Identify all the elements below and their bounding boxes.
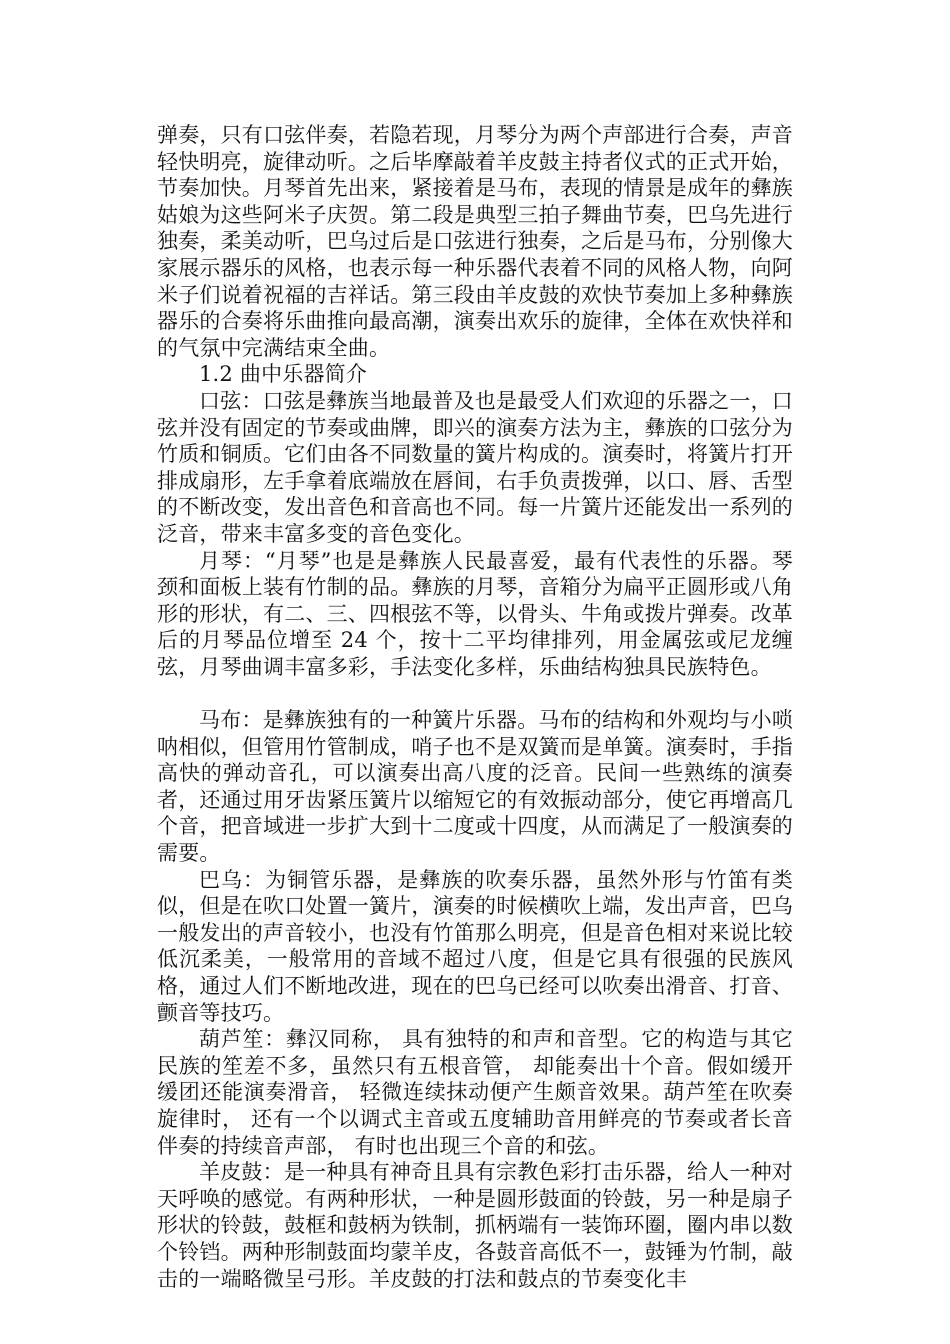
paragraph-hulusheng: 葫芦笙：彝汉同称， 具有独特的和声和音型。它的构造与其它民族的笙差不多，虽然只有五根音管， 却能奏出十个音。假如缓开缓团还能演奏滑音， 轻微连续抹动便产生颇音效果。葫芦笙在吹奏旋律时， 还有一个以调式主音或五度辅助音用鲜亮的节奏或者长音伴奏的持续音声部， 有时也出现三个音的和弦。: [157, 1027, 793, 1158]
paragraph-bawu: 巴乌：为铜管乐器，是彝族的吹奏乐器，虽然外形与竹笛有类似，但是在吹口处置一簧片，演奏的时候横吹上端，发出声音，巴乌一般发出的声音较小，也没有竹笛那么明亮，但是音色相对来说比较低沉柔美，一般常用的音域不超过八度，但是它具有很强的民族风格，通过人们不断地改进，现在的巴乌已经可以吹奏出滑音、打音、颤音等技巧。: [157, 867, 793, 1025]
paragraph-kouxian: 口弦：口弦是彝族当地最普及也是最受人们欢迎的乐器之一，口弦并没有固定的节奏或曲牌，即兴的演奏方法为主，彝族的口弦分为竹质和铜质。它们由各不同数量的簧片构成的。演奏时，将簧片打开排成扇形，左手拿着底端放在唇间，右手负责拨弹，以口、唇、舌型的不断改变，发出音色和音高也不同。每一片簧片还能发出一系列的泛音，带来丰富多变的音色变化。: [157, 388, 793, 546]
paragraph-yueqin: 月琴：“月琴”也是是彝族人民最喜爱，最有代表性的乐器。琴颈和面板上装有竹制的品。彝族的月琴，音箱分为扁平正圆形或八角形的形状，有二、三、四根弦不等，以骨头、牛角或拨片弹奏。改革后的月琴品位增至 24 个，按十二平均律排列，用金属弦或尼龙缠弦，月琴曲调丰富多彩，手法变化多样，乐曲结构独具民族特色。: [157, 548, 793, 679]
blank-line: [157, 680, 793, 707]
paragraph-mabu: 马布：是彝族独有的一种簧片乐器。马布的结构和外观均与小唢呐相似，但管用竹管制成，哨子也不是双簧而是单簧。演奏时，手指高快的弹动音孔，可以演奏出高八度的泛音。民间一些熟练的演奏者，还通过用牙齿紧压簧片以缩短它的有效振动部分，使它再增高几个音，把音域进一步扩大到十二度或十四度，从而满足了一般演奏的需要。: [157, 708, 793, 866]
paragraph-yangpigu: 羊皮鼓：是一种具有神奇且具有宗教色彩打击乐器，给人一种对天呼唤的感觉。有两种形状，一种是圆形鼓面的铃鼓，另一种是扇子形状的铃鼓，鼓框和鼓柄为铁制，抓柄端有一装饰环圈，圈内串以数个铃铛。两种形制鼓面均蒙羊皮，各鼓音高低不一，鼓锤为竹制，敲击的一端略微呈弓形。羊皮鼓的打法和鼓点的节奏变化丰: [157, 1160, 793, 1291]
document-body: [157, 122, 793, 1292]
section-heading: 1.2 曲中乐器简介: [199, 362, 368, 387]
paragraph-song-structure: 弹奏，只有口弦伴奏，若隐若现，月琴分为两个声部进行合奏，声音轻快明亮，旋律动听。之后毕摩敲着羊皮鼓主持者仪式的正式开始，节奏加快。月琴首先出来，紧接着是马布，表现的情景是成年的彝族姑娘为这些阿米子庆贺。第二段是典型三拍子舞曲节奏，巴乌先进行独奏，柔美动听，巴乌过后是口弦进行独奏，之后是马布，分别像大家展示器乐的风格，也表示每一种乐器代表着不同的风格人物，向阿米子们说着祝福的吉祥话。第三段由羊皮鼓的欢快节奏加上多种彝族器乐的合奏将乐曲推向最高潮，演奏出欢乐的旋律，全体在欢快祥和的气氛中完满结束全曲。: [157, 123, 793, 360]
